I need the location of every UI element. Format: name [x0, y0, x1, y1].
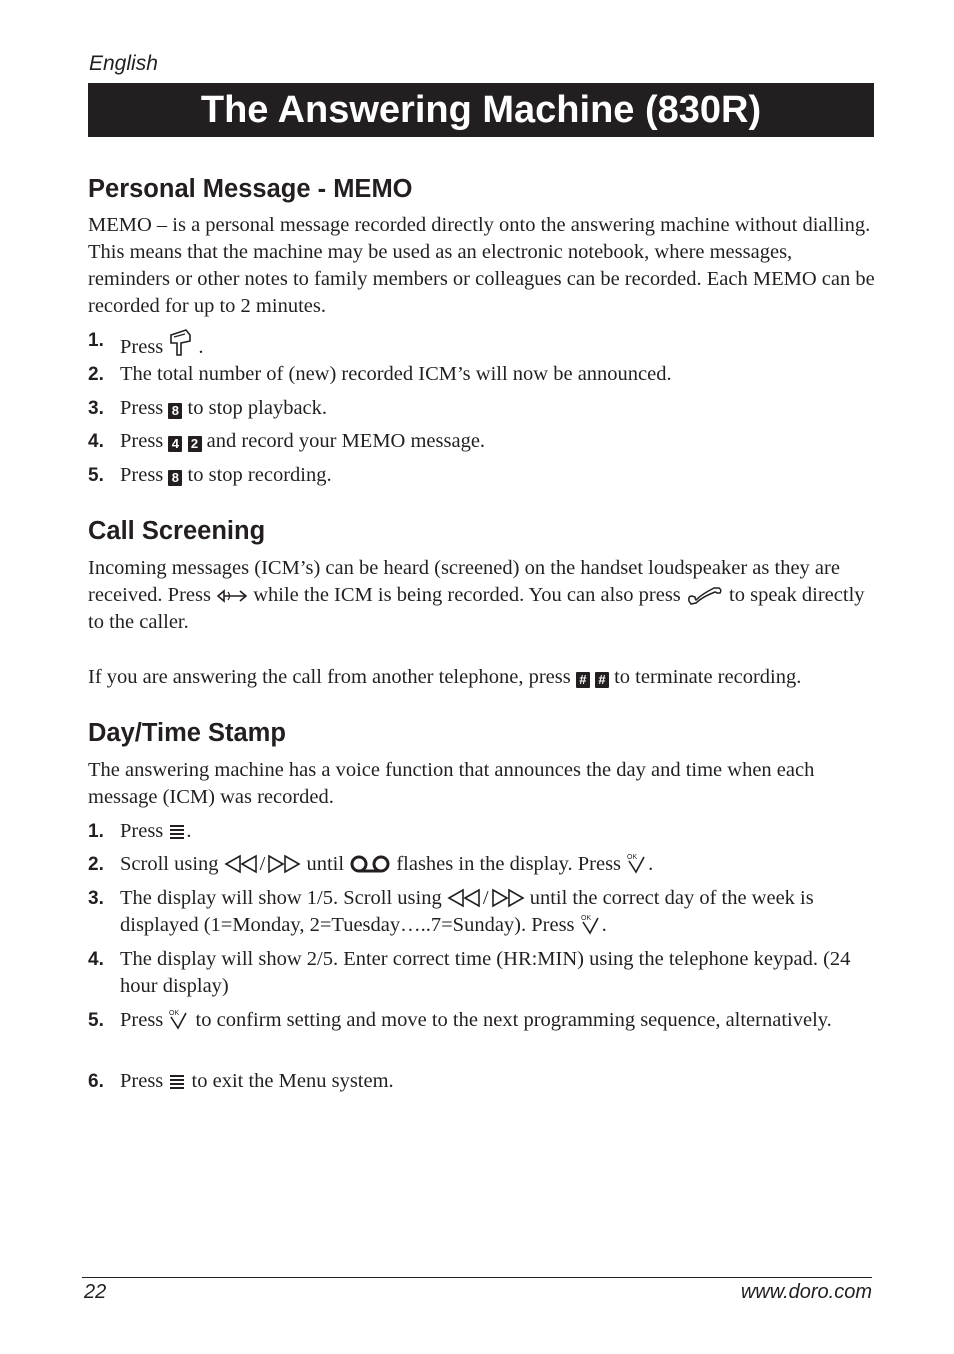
- memo-step-2: 2. The total number of (new) recorded ICM’s will now be announced.: [88, 363, 672, 385]
- key-2: 2: [188, 436, 202, 452]
- svg-text:OK: OK: [627, 854, 638, 861]
- memo-step-4: 4. Press 4 2 and record your MEMO message.: [88, 430, 486, 452]
- footer-url[interactable]: www.doro.com: [740, 1281, 872, 1303]
- menu-icon: [168, 1073, 186, 1091]
- screening-heading: Call Screening: [88, 517, 266, 545]
- stamp-step-6: 6. Press to exit the Menu system.: [88, 1070, 394, 1092]
- ok-icon: [626, 852, 648, 874]
- screening-paragraph-2: If you are answering the call from another telephone, press # # to terminate recording.: [88, 666, 802, 688]
- memo-step-3: 3. Press 8 to stop playback.: [88, 397, 328, 419]
- svg-text:OK: OK: [580, 915, 591, 922]
- key-8: 8: [168, 403, 182, 419]
- key-4: 4: [168, 436, 182, 452]
- stamp-step-2: 2. Scroll using / until flashes in the display. Press OK .: [88, 853, 654, 875]
- hash-key-icon: #: [595, 672, 609, 688]
- language-label: English: [89, 52, 158, 75]
- page-title: The Answering Machine (830R): [88, 83, 874, 137]
- stamp-step-4: 4. The display will show 2/5. Enter correct time (HR:MIN) using the telephone keypad. (24 hour display): [88, 948, 851, 997]
- stamp-step-3: 3. The display will show 1/5. Scroll using / until the correct day of the week is displayed (1=Monday, 2=Tuesday…..7=Sunday). Press OK .: [88, 887, 814, 936]
- stamp-intro: The answering machine has a voice function that announces the day and time when each message (ICM) was recorded.: [88, 759, 815, 808]
- memo-step-1: 1. Press .: [88, 327, 878, 361]
- stamp-step-1: 1. Press .: [88, 820, 192, 842]
- handset-icon: [686, 585, 724, 605]
- scroll-left-icon: [447, 888, 483, 908]
- screening-paragraph-1: Incoming messages (ICM’s) can be heard (screened) on the handset loudspeaker as they are received. Press while the ICM is being recorded. You can also press to speak directly to the caller.: [88, 557, 865, 633]
- stamp-heading: Day/Time Stamp: [88, 719, 286, 747]
- memo-step-5: 5. Press 8 to stop recording.: [88, 464, 332, 486]
- tape-icon: [349, 854, 391, 874]
- svg-text:OK: OK: [169, 1010, 180, 1017]
- ok-icon: [580, 913, 602, 935]
- scroll-right-icon: [265, 854, 301, 874]
- memo-heading: Personal Message - MEMO: [88, 175, 413, 203]
- page-number: 22: [84, 1281, 107, 1303]
- footer-divider: [82, 1277, 872, 1278]
- ok-icon: [168, 1008, 190, 1030]
- hash-key-icon: #: [576, 672, 590, 688]
- key-8: 8: [168, 470, 182, 486]
- menu-icon: [168, 823, 186, 841]
- speaker-icon: [216, 587, 248, 605]
- scroll-right-icon: [489, 888, 525, 908]
- scroll-left-icon: [224, 854, 260, 874]
- memo-intro: MEMO – is a personal message recorded directly onto the answering machine without dialling. This means that the machine may be used as an electronic notebook, where messages, reminders or other notes to family members or colleagues can be recorded. Each MEMO can be recorded for up to 2 minutes.: [88, 214, 875, 317]
- stamp-step-5: 5. Press OK to confirm setting and move to the next programming sequence, alternatively.: [88, 1009, 832, 1031]
- answering-machine-icon: [168, 327, 198, 357]
